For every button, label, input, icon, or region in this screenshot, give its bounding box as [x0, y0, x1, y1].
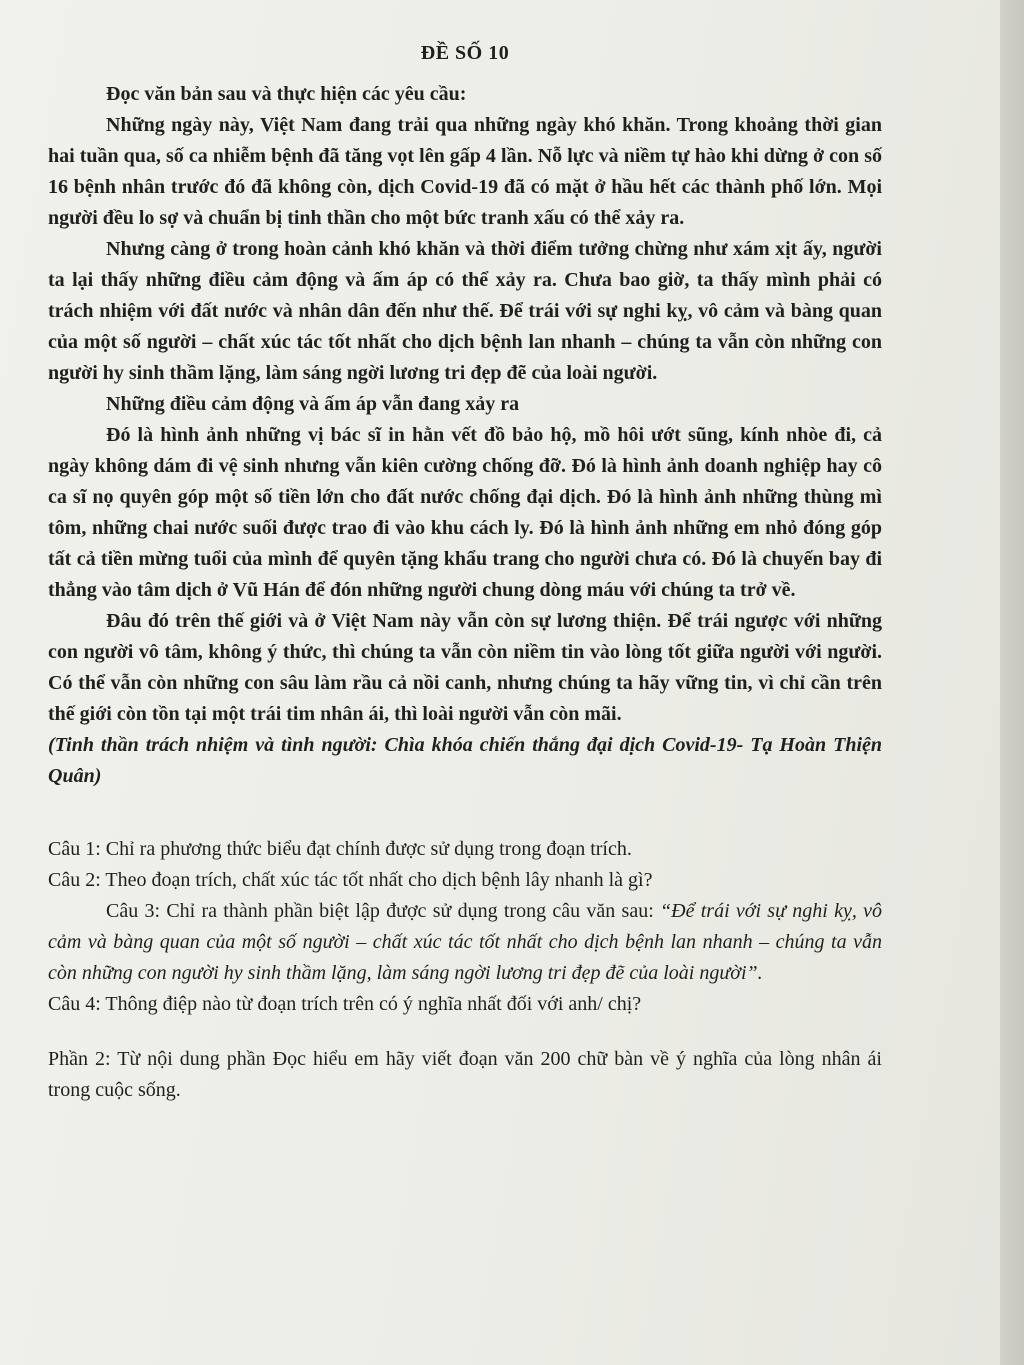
question-3-prefix: Câu 3: Chỉ ra thành phần biệt lập được sử dụng trong câu văn sau:: [106, 900, 661, 922]
page-title: ĐỀ SỐ 10: [420, 42, 510, 64]
paragraph-3: Đó là hình ảnh những vị bác sĩ in hằn vết đồ bảo hộ, mồ hôi ướt sũng, kính nhòe đi, cả ngày không dám đi vệ sinh nhưng vẫn kiên cường chống đỡ. Đó là hình ảnh doanh nghiệp hay cô ca sĩ nọ quyên góp một số tiền lớn cho đất nước chống đại dịch. Đó là hình ảnh những thùng mì tôm, những chai nước suối được trao đi vào khu cách ly. Đó là hình ảnh những em nhỏ đóng góp tất cả tiền mừng tuổi của mình để quyên tặng khẩu trang cho người chưa có. Đó là chuyến bay đi thẳng vào tâm dịch ở Vũ Hán để đón những người chung dòng máu với chúng ta trở về.: [48, 424, 882, 601]
paragraph-4: Đâu đó trên thế giới và ở Việt Nam này vẫn còn sự lương thiện. Để trái ngược với những con người vô tâm, không ý thức, thì chúng ta vẫn còn niềm tin vào lòng tốt giữa người với người. Có thể vẫn còn những con sâu làm rầu cả nồi canh, nhưng chúng ta hãy vững tin, vì chỉ cần trên thế giới còn tồn tại một trái tim nhân ái, thì loài người vẫn còn mãi.: [48, 610, 882, 725]
instruction-text: Đọc văn bản sau và thực hiện các yêu cầu:: [106, 83, 467, 105]
spacer: [48, 1020, 882, 1044]
question-3: [48, 896, 882, 989]
paragraph-1: Những ngày này, Việt Nam đang trải qua những ngày khó khăn. Trong khoảng thời gian hai tuần qua, số ca nhiễm bệnh đã tăng vọt lên gấp 4 lần. Nỗ lực và niềm tự hào khi dừng ở con số 16 bệnh nhân trước đó đã không còn, dịch Covid-19 đã có mặt ở hầu hết các thành phố lớn. Mọi người đều lo sợ và chuẩn bị tinh thần cho một bức tranh xấu có thể xảy ra.: [48, 114, 882, 229]
paragraph-subheading: Những điều cảm động và ấm áp vẫn đang xảy ra: [106, 393, 520, 415]
page-edge-shadow: [1000, 0, 1024, 1365]
part-2-prompt: Phần 2: Từ nội dung phần Đọc hiểu em hãy viết đoạn văn 200 chữ bàn về ý nghĩa của lòng nhân ái trong cuộc sống.: [48, 1048, 882, 1101]
question-2: Câu 2: Theo đoạn trích, chất xúc tác tốt nhất cho dịch bệnh lây nhanh là gì?: [48, 869, 653, 891]
paragraph-2: Nhưng càng ở trong hoàn cảnh khó khăn và thời điểm tưởng chừng như xám xịt ấy, người ta lại thấy những điều cảm động và ấm áp có thể xảy ra. Chưa bao giờ, ta thấy mình phải có trách nhiệm với đất nước và nhân dân đến như thế. Để trái với sự nghi kỵ, vô cảm và bàng quan của một số người – chất xúc tác tốt nhất cho dịch bệnh lan nhanh – chúng ta vẫn còn những con người hy sinh thầm lặng, làm sáng ngời lương tri đẹp đẽ của loài người.: [48, 238, 882, 384]
source-citation: (Tinh thần trách nhiệm và tình người: Chìa khóa chiến thắng đại dịch Covid-19- Tạ Hoàn Thiện Quân): [48, 734, 882, 787]
question-4: Câu 4: Thông điệp nào từ đoạn trích trên có ý nghĩa nhất đối với anh/ chị?: [48, 993, 642, 1015]
question-3-quote: “Để trái với sự nghi kỵ, vô cảm và bàng quan của một số người – chất xúc tác tốt nhất cho dịch bệnh lan nhanh – chúng ta vẫn còn những con người hy sinh thầm lặng, làm sáng ngời lương tri đẹp đẽ của loài người”.: [48, 900, 883, 984]
question-1: Câu 1: Chỉ ra phương thức biểu đạt chính được sử dụng trong đoạn trích.: [48, 838, 632, 860]
